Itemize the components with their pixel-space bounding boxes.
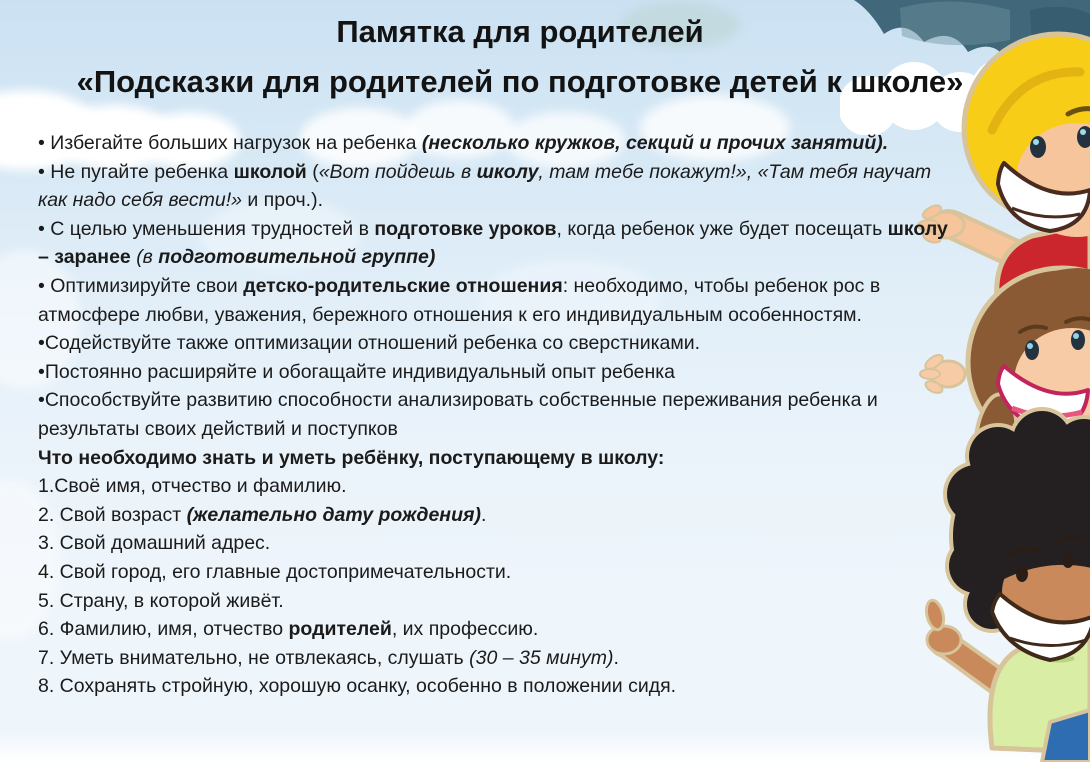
memo-body: [38, 129, 958, 701]
checklist-item: 7. Уметь внимательно, не отвлекаясь, слушать (30 – 35 минут).: [38, 646, 619, 669]
tips-list: [38, 129, 958, 444]
checklist-item: 5. Страну, в которой живёт.: [38, 589, 284, 612]
checklist: [38, 472, 958, 701]
checklist-item: 1.Своё имя, отчество и фамилию.: [38, 475, 347, 498]
header: [0, 10, 1040, 100]
checklist-item: 2. Свой возраст (желательно дату рождения).: [38, 503, 487, 526]
tip-item: •Способствуйте развитию способности анализировать собственные переживания ребенка и результаты своих действий и поступков: [38, 389, 878, 440]
tip-item: •Постоянно расширяйте и обогащайте индивидуальный опыт ребенка: [38, 360, 676, 383]
page-subtitle: «Подсказки для родителей по подготовке детей к школе»: [76, 64, 964, 99]
checklist-item: 3. Свой домашний адрес.: [38, 532, 271, 555]
checklist-item: 6. Фамилию, имя, отчество родителей, их профессию.: [38, 618, 539, 641]
tip-item: • Оптимизируйте свои детско-родительские отношения: необходимо, чтобы ребенок рос в атмосфере любви, уважения, бережного отношения к его индивидуальным особенностям.: [38, 274, 881, 326]
page-title: Памятка для родителей: [336, 14, 704, 49]
checklist-item: 4. Свой город, его главные достопримечательности.: [38, 560, 512, 583]
checklist-item: 8. Сохранять стройную, хорошую осанку, особенно в положении сидя.: [38, 675, 677, 698]
checklist-title: Что необходимо знать и уметь ребёнку, поступающему в школу:: [38, 446, 665, 469]
tip-item: • Не пугайте ребенка школой («Вот пойдешь в школу, там тебе покажут!», «Там тебя научат как надо себя вести!» и проч.).: [38, 160, 932, 212]
tip-item: • С целью уменьшения трудностей в подготовке уроков, когда ребенок уже будет посещать школу – заранее (в подготовительной группе): [38, 217, 948, 269]
tip-item: • Избегайте больших нагрузок на ребенка (несколько кружков, секций и прочих занятий).: [38, 132, 889, 154]
tip-item: •Содействуйте также оптимизации отношений ребенка со сверстниками.: [38, 332, 701, 355]
